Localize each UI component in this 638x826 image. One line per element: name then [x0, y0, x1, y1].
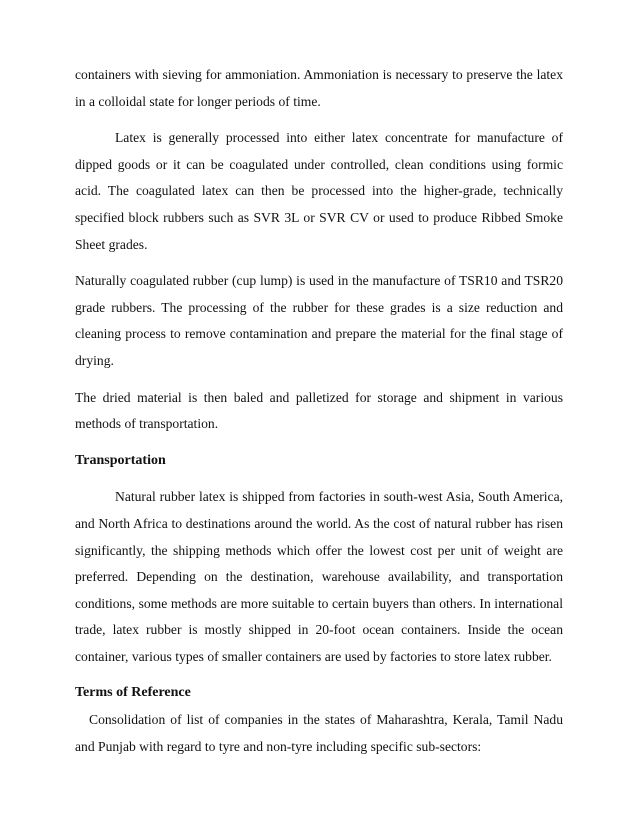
paragraph-dried-material: The dried material is then baled and palletized for storage and shipment in various methods of transportation.	[75, 389, 563, 432]
paragraph-cup-lump: Naturally coagulated rubber (cup lump) is used in the manufacture of TSR10 and TSR20 grade rubbers. The processing of the rubber for these grades is a size reduction and cleaning process to remove contamination and prepare the material for the final stage of drying.	[75, 273, 563, 368]
heading-transportation: Transportation	[75, 452, 166, 468]
paragraph-consolidation: Consolidation of list of companies in the states of Maharashtra, Kerala, Tamil Nadu and Punjab with regard to tyre and non-tyre including specific sub-sectors:	[75, 712, 563, 754]
paragraph-transportation: Natural rubber latex is shipped from factories in south-west Asia, South America, and North Africa to destinations around the world. As the cost of natural rubber has risen significantly, the shipping methods which offer the lowest cost per unit of weight are preferred. Depending on the destination, warehouse availability, and transportation conditions, some methods are more suitable to certain buyers than others. In international trade, latex rubber is mostly shipped in 20-foot ocean containers. Inside the ocean container, various types of smaller containers are used by factories to store latex rubber.	[75, 489, 563, 664]
heading-terms-of-reference: Terms of Reference	[75, 685, 191, 701]
document-page	[75, 62, 563, 760]
paragraph-latex-processing: Latex is generally processed into either latex concentrate for manufacture of dipped goods or it can be coagulated under controlled, clean conditions using formic acid. The coagulated latex can then be processed into the higher-grade, technically specified block rubbers such as SVR 3L or SVR CV or used to produce Ribbed Smoke Sheet grades.	[75, 130, 563, 252]
paragraph-ammoniation: containers with sieving for ammoniation. Ammoniation is necessary to preserve the latex in a colloidal state for longer periods of time.	[75, 67, 563, 109]
